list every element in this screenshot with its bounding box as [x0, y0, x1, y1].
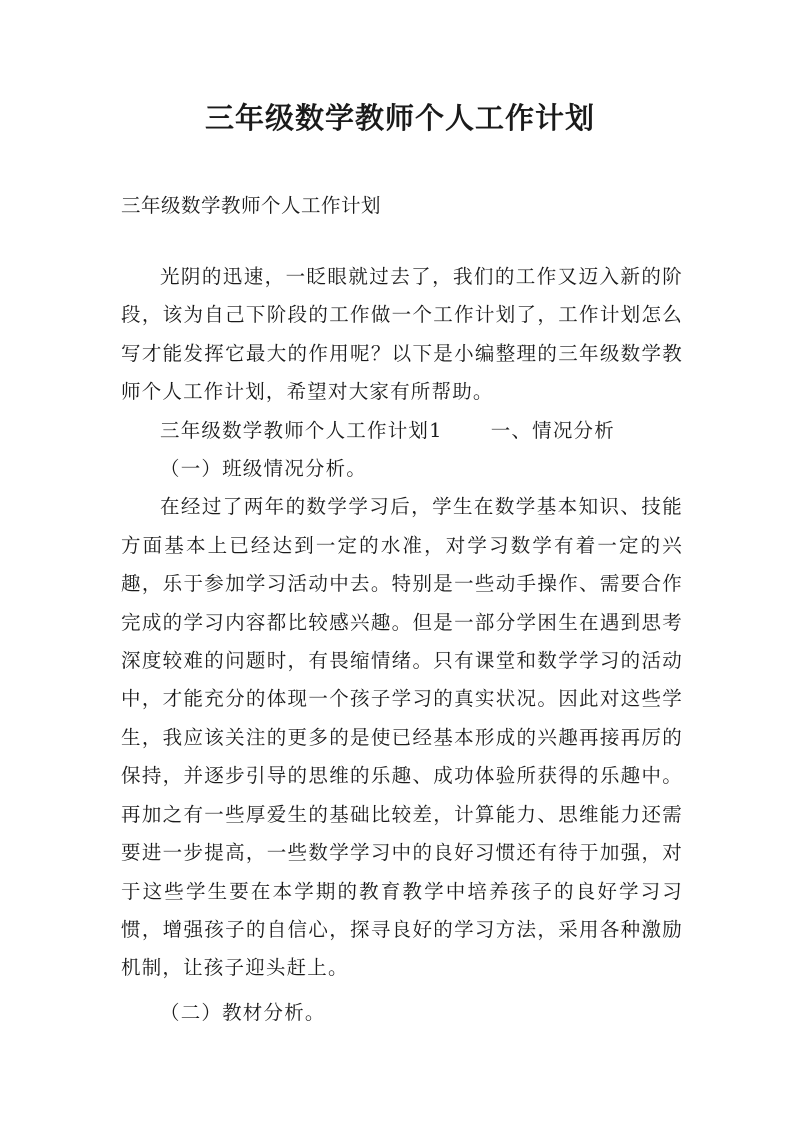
class-analysis-heading: （一）班级情况分析。	[160, 457, 368, 481]
class-analysis-paragraph: 在经过了两年的数学学习后，学生在数学基本知识、技能方面基本上已经达到一定的水准，对学习数学有着一定的兴趣，乐于参加学习活动中去。特别是一些动手操作、需要合作完成的学习内容都比较感兴趣。但是一部分学困生在遇到思考深度较难的问题时，有畏缩情绪。只有课堂和数学学习的活动中，才能充分的体现一个孩子学习的真实状况。因此对这些学生，我应该关注的更多的是使已经基本形成的兴趣再接再厉的保持，并逐步引导的思维的乐趣、成功体验所获得的乐趣中。再加之有一些厚爱生的基础比较差，计算能力、思维能力还需要进一步提高，一些数学学习中的良好习惯还有待于加强，对于这些学生要在本学期的教育教学中培养孩子的良好学习习惯，增强孩子的自信心，探寻良好的学习方法，采用各种激励机制，让孩子迎头赶上。	[121, 495, 683, 980]
document-body	[121, 258, 683, 1032]
plan-heading-line	[121, 412, 683, 450]
section-heading: 一、情况分析	[490, 418, 615, 442]
plan-heading: 三年级数学教师个人工作计划1	[160, 418, 443, 442]
document-title: 三年级数学教师个人工作计划	[204, 101, 595, 135]
materials-analysis-heading: （二）教材分析。	[160, 1000, 326, 1024]
intro-paragraph: 光阴的迅速，一眨眼就过去了，我们的工作又迈入新的阶段，该为自己下阶段的工作做一个工作计划了，工作计划怎么写才能发挥它最大的作用呢？以下是小编整理的三年级数学教师个人工作计划，希望对大家有所帮助。	[121, 265, 683, 404]
document-subtitle: 三年级数学教师个人工作计划	[121, 194, 382, 217]
